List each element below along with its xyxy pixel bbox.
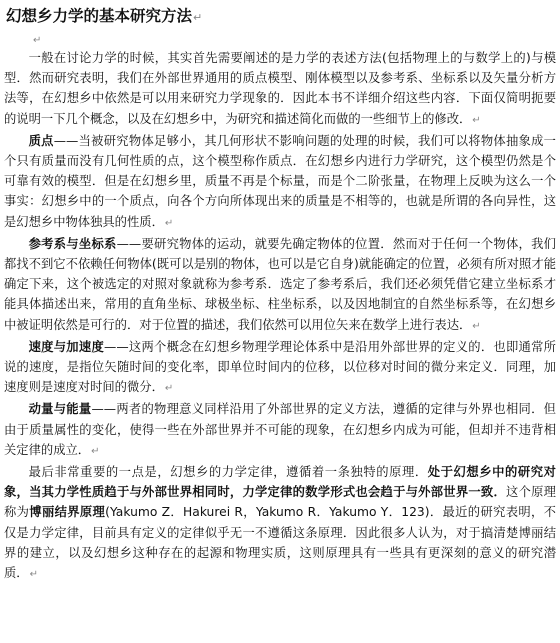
term-heading: 动量与能量 [28,402,92,417]
paragraph-text: 最后非常重要的一点是，幻想乡的力学定律，遵循着一条独特的原理． [28,465,428,480]
principle-name: 博丽结界原理 [29,505,106,520]
paragraph-mark-icon: ↵ [91,445,100,457]
term-heading: 速度与加速度 [28,339,105,354]
momentum-energy-paragraph [4,399,556,462]
paragraph-mark-icon: ↵ [164,383,174,395]
principle-statement: 处于幻想乡中的研究对象，当其力学性质趋于与外部世界相同时，力学定律的数学形式也会趋于与外部世界一致． [4,465,556,500]
paragraph-mark-icon: ↵ [164,217,174,229]
mass-point-paragraph [4,131,556,234]
title-text: 幻想乡力学的基本研究方法 [6,7,193,25]
paragraph-mark-icon: ↵ [33,35,42,46]
intro-paragraph [4,48,556,131]
empty-line [4,32,556,48]
term-heading: 参考系与坐标系 [28,236,117,251]
paragraph-text: ——当被研究物体足够小，其几何形状不影响问题的处理的时候，我们可以将物体抽象成一个只有质量而没有几何性质的点，这个模型称作质点．在幻想乡内进行力学研究，这个模型仍然是个可靠有效的模型．但是在幻想乡里，质量不再是个标量，而是个二阶张量，在物理上反映为这么一个事实：幻想乡中的一个质点，向各个方向所体现出来的质量是不相等的，也就是所谓的各向异性，这是幻想乡中物体独具的性质． [4,133,556,229]
paragraph-mark-icon: ↵ [472,114,481,126]
intro-text: 一般在讨论力学的时候，其实首先需要阐述的是力学的表述方法(包括物理上的与数学上的)与模型．然而研究表明，我们在外部世界通用的质点模型、刚体模型以及参考系、坐标系以及矢量分析方法等，在幻想乡中依然是可以用来研究力学现象的．因此本书不详细介绍这些内容．下面仅简明扼要的说明一下几个概念，以及在幻想乡中，为研究和描述简化而做的一些细节上的修改． [4,51,556,126]
paragraph-mark-icon: ↵ [193,11,203,24]
velocity-paragraph [4,337,556,400]
paragraph-mark-icon: ↵ [472,320,481,332]
paragraph-text: (Yakumo Z．Hakurei R，Yakumo R．Yakumo Y．123)．最近的研究表明，不仅是力学定律，目前具有定义的定律似乎无一不遵循这条原理．因此很多人认为，对于搞清楚博丽结界的建立，以及幻想乡这种存在的起源和物理实质，这则原理具有一些具有更深刻的意义的研究潜质． [4,505,556,581]
reference-frame-paragraph [4,234,556,337]
paragraph-text: 这个原理称为 [4,485,556,520]
principle-paragraph [4,462,556,585]
term-heading: 质点 [28,133,54,148]
paragraph-text: ——这两个概念在幻想乡物理学理论体系中是沿用外部世界的定义的．也即通常所说的速度，是指位矢随时间的变化率，即单位时间内的位移，以位移对时间的微分来定义．同理，加速度则是速度对时间的微分． [4,339,556,395]
document-title [6,6,556,28]
paragraph-text: ——要研究物体的运动，就要先确定物体的位置．然而对于任何一个物体，我们都找不到它不依赖任何物体(既可以是别的物体，也可以是它自身)就能确定的位置，必须有所对照才能确定下来，这个被选定的对照对象就称为参考系．选定了参考系后，我们还必须凭借它建立坐标系才能具体描述出来，常用的直角坐标、球极坐标、柱坐标系，以及因地制宜的自然坐标系等，在幻想乡中被证明依然是可行的．对于位置的描述，我们依然可以用位矢来在数学上进行表达． [4,236,556,332]
paragraph-text: ——两者的物理意义同样沿用了外部世界的定义方法，遵循的定律与外界也相同．但由于质量属性的变化，使得一些在外部世界并不可能的现象，在幻想乡内成为可能，但却并不违背相关定律的成立． [4,402,556,457]
paragraph-mark-icon: ↵ [29,569,38,581]
